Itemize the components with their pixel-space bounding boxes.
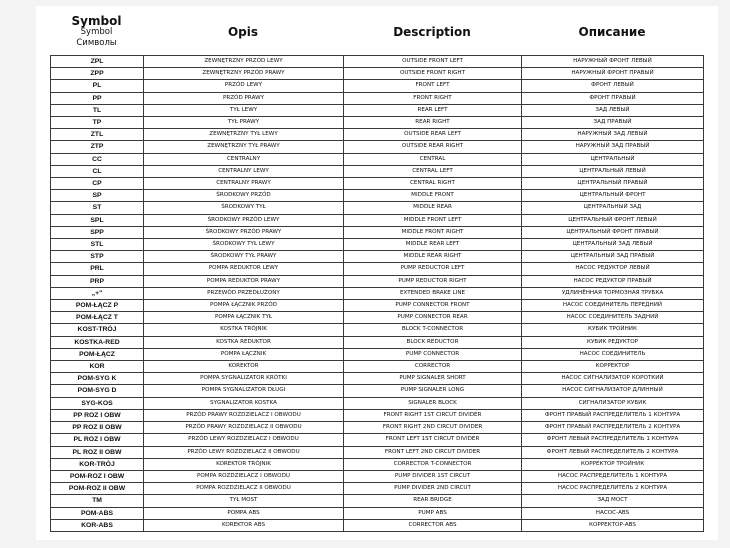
english-description-cell: CORRECTOR ABS — [344, 519, 522, 531]
symbol-cell: ZTL — [51, 129, 144, 141]
table-row — [51, 287, 704, 299]
english-description-cell: BLOCK REDUCTOR — [344, 336, 522, 348]
polish-description-cell: KOREKTOR ABS — [144, 519, 344, 531]
header-russian-description: Описание — [578, 25, 646, 39]
symbol-cell: KOR-ABS — [51, 519, 144, 531]
polish-description-cell: TYŁ LEWY — [144, 104, 344, 116]
table-row — [51, 507, 704, 519]
table-row — [51, 446, 704, 458]
symbol-cell: POM-SYG K — [51, 373, 144, 385]
english-description-cell: OUTSIDE REAR LEFT — [344, 129, 522, 141]
symbol-cell: ST — [51, 202, 144, 214]
polish-description-cell: POMPA REDUKTOR LEWY — [144, 263, 344, 275]
symbol-cell: TL — [51, 104, 144, 116]
symbol-legend-table — [50, 55, 704, 532]
symbol-cell: POM-ROZ II OBW — [51, 483, 144, 495]
table-row — [51, 336, 704, 348]
polish-description-cell: SYGNALIZATOR KOSTKA — [144, 397, 344, 409]
table-row — [51, 422, 704, 434]
table-row — [51, 251, 704, 263]
english-description-cell: PUMP DIVIDER 2ND CIRCUT — [344, 483, 522, 495]
symbol-cell: STL — [51, 239, 144, 251]
russian-description-cell: ЗАД ПРАВЫЙ — [522, 117, 704, 129]
polish-description-cell: ZEWNĘTRZNY PRZÓD PRAWY — [144, 68, 344, 80]
symbol-cell: PL ROZ I OBW — [51, 434, 144, 446]
table-row — [51, 226, 704, 238]
english-description-cell: CORRECTOR — [344, 361, 522, 373]
russian-description-cell: ЗАД МОСТ — [522, 495, 704, 507]
english-description-cell: REAR RIGHT — [344, 117, 522, 129]
symbol-cell: PP ROZ II OBW — [51, 422, 144, 434]
english-description-cell: MIDDLE REAR LEFT — [344, 239, 522, 251]
symbol-cell: KOST-TRÓJ — [51, 324, 144, 336]
russian-description-cell: ФРОНТ ЛЕВЫЙ — [522, 80, 704, 92]
header-symbol-line-2: Symbol — [80, 26, 113, 37]
polish-description-cell: ZEWNĘTRZNY TYŁ LEWY — [144, 129, 344, 141]
symbol-cell: CC — [51, 153, 144, 165]
polish-description-cell: TYŁ PRAWY — [144, 117, 344, 129]
english-description-cell: PUMP REDUCTOR RIGHT — [344, 275, 522, 287]
symbol-cell: POM-ŁĄCZ P — [51, 300, 144, 312]
russian-description-cell: ЦЕНТРАЛЬНЫЙ ЗАД ЛЕВЫЙ — [522, 239, 704, 251]
russian-description-cell: НАСОС СОЕДИНИТЕЛЬ ЗАДНИЙ — [522, 312, 704, 324]
symbol-cell: STP — [51, 251, 144, 263]
symbol-cell: PP ROZ I OBW — [51, 409, 144, 421]
russian-description-cell: НАСОС СОЕДИНИТЕЛЬ ПЕРЕДНИЙ — [522, 300, 704, 312]
symbol-cell: POM-ŁĄCZ T — [51, 312, 144, 324]
table-row — [51, 495, 704, 507]
table-row — [51, 178, 704, 190]
polish-description-cell: PRZÓD PRAWY ROZDZIELACZ II OBWODU — [144, 422, 344, 434]
english-description-cell: PUMP CONNECTOR FRONT — [344, 300, 522, 312]
table-row — [51, 483, 704, 495]
symbol-cell: POM-ABS — [51, 507, 144, 519]
russian-description-cell: НАСОС РАСПРЕДЕЛИТЕЛЬ 2 КОНТУРА — [522, 483, 704, 495]
english-description-cell: CORRECTOR T-CONNECTOR — [344, 458, 522, 470]
russian-description-cell: ЦЕНТРАЛЬНЫЙ ФРОНТ ПРАВЫЙ — [522, 226, 704, 238]
table-row — [51, 129, 704, 141]
table-row — [51, 56, 704, 68]
russian-description-cell: КУБИК РЕДУКТОР — [522, 336, 704, 348]
table-row — [51, 263, 704, 275]
russian-description-cell: НАСОС РЕДУКТОР ЛЕВЫЙ — [522, 263, 704, 275]
english-description-cell: FRONT LEFT — [344, 80, 522, 92]
russian-description-cell: НАСОС СИГНАЛИЗАТОР КОРОТКИЙ — [522, 373, 704, 385]
english-description-cell: MIDDLE FRONT RIGHT — [344, 226, 522, 238]
english-description-cell: CENTRAL — [344, 153, 522, 165]
polish-description-cell: PRZÓD PRAWY ROZDZIELACZ I OBWODU — [144, 409, 344, 421]
russian-description-cell: ФРОНТ ПРАВЫЙ РАСПРЕДЕЛИТЕЛЬ 1 КОНТУРА — [522, 409, 704, 421]
russian-description-cell: КОРРЕКТОР ТРОЙНИК — [522, 458, 704, 470]
polish-description-cell: PRZÓD LEWY ROZDZIELACZ I OBWODU — [144, 434, 344, 446]
russian-description-cell: НАСОС РЕДУКТОР ПРАВЫЙ — [522, 275, 704, 287]
english-description-cell: FRONT RIGHT 2ND CIRCUT DIVIDER — [344, 422, 522, 434]
table-row — [51, 153, 704, 165]
table-row — [51, 409, 704, 421]
polish-description-cell: CENTRALNY PRAWY — [144, 178, 344, 190]
russian-description-cell: НАРУЖНЫЙ ФРОНТ ЛЕВЫЙ — [522, 56, 704, 68]
table-row — [51, 348, 704, 360]
english-description-cell: OUTSIDE FRONT RIGHT — [344, 68, 522, 80]
russian-description-cell: ЦЕНТРАЛЬНЫЙ ЗАД ПРАВЫЙ — [522, 251, 704, 263]
symbol-cell: POM-ŁĄCZ — [51, 348, 144, 360]
english-description-cell: FRONT RIGHT — [344, 92, 522, 104]
russian-description-cell: ЗАД ЛЕВЫЙ — [522, 104, 704, 116]
russian-description-cell: КОРРЕКТОР — [522, 361, 704, 373]
table-row — [51, 519, 704, 531]
russian-description-cell: ЦЕНТРАЛЬНЫЙ ФРОНТ — [522, 190, 704, 202]
russian-description-cell: ФРОНТ ЛЕВЫЙ РАСПРЕДЕЛИТЕЛЬ 1 КОНТУРА — [522, 434, 704, 446]
symbol-cell: ZPP — [51, 68, 144, 80]
russian-description-cell: ЦЕНТРАЛЬНЫЙ ФРОНТ ЛЕВЫЙ — [522, 214, 704, 226]
table-row — [51, 470, 704, 482]
polish-description-cell: ŚRODKOWY TYŁ PRAWY — [144, 251, 344, 263]
table-row — [51, 300, 704, 312]
header-opis: Opis — [227, 25, 259, 39]
english-description-cell: MIDDLE FRONT LEFT — [344, 214, 522, 226]
polish-description-cell: POMPA ŁĄCZNIK — [144, 348, 344, 360]
table-row — [51, 361, 704, 373]
russian-description-cell: КОРРЕКТОР-ABS — [522, 519, 704, 531]
symbol-cell: PRL — [51, 263, 144, 275]
table-row — [51, 68, 704, 80]
symbol-cell: POM-ROZ I OBW — [51, 470, 144, 482]
polish-description-cell: POMPA REDUKTOR PRAWY — [144, 275, 344, 287]
polish-description-cell: CENTRALNY — [144, 153, 344, 165]
english-description-cell: FRONT LEFT 2ND CIRCUT DIVIDER — [344, 446, 522, 458]
symbol-cell: KOR-TRÓJ — [51, 458, 144, 470]
polish-description-cell: KOREKTOR TRÓJNIK — [144, 458, 344, 470]
russian-description-cell: НАСОС СИГНАЛИЗАТОР ДЛИННЫЙ — [522, 385, 704, 397]
symbol-cell: POM-SYG D — [51, 385, 144, 397]
russian-description-cell: НАСОС СОЕДИНИТЕЛЬ — [522, 348, 704, 360]
russian-description-cell: СИГНАЛИЗАТОР КУБИК — [522, 397, 704, 409]
polish-description-cell: CENTRALNY LEWY — [144, 165, 344, 177]
table-row — [51, 434, 704, 446]
english-description-cell: EXTENDED BRAKE LINE — [344, 287, 522, 299]
symbol-cell: PP — [51, 92, 144, 104]
symbol-cell: SYG-KOS — [51, 397, 144, 409]
english-description-cell: CENTRAL LEFT — [344, 165, 522, 177]
russian-description-cell: НАСОС РАСПРЕДЕЛИТЕЛЬ 1 КОНТУРА — [522, 470, 704, 482]
english-description-cell: FRONT LEFT 1ST CIRCUT DIVIDER — [344, 434, 522, 446]
table-row — [51, 385, 704, 397]
symbol-cell: SPL — [51, 214, 144, 226]
russian-description-cell: ЦЕНТРАЛЬНЫЙ ПРАВЫЙ — [522, 178, 704, 190]
polish-description-cell: POMPA ABS — [144, 507, 344, 519]
russian-description-cell: НАРУЖНЫЙ ФРОНТ ПРАВЫЙ — [522, 68, 704, 80]
symbol-cell: CP — [51, 178, 144, 190]
symbol-cell: TP — [51, 117, 144, 129]
symbol-cell: KOR — [51, 361, 144, 373]
russian-description-cell: УДЛИНЁННАЯ ТОРМОЗНАЯ ТРУБКА — [522, 287, 704, 299]
header-symbol-line-1: Symbol — [71, 13, 122, 28]
russian-description-cell: ЦЕНТРАЛЬНЫЙ — [522, 153, 704, 165]
symbol-cell: „+" — [51, 287, 144, 299]
symbol-cell: KOSTKA-RED — [51, 336, 144, 348]
polish-description-cell: TYŁ MOST — [144, 495, 344, 507]
symbol-cell: SPP — [51, 226, 144, 238]
russian-description-cell: КУБИК ТРОЙНИК — [522, 324, 704, 336]
symbol-cell: PL — [51, 80, 144, 92]
symbol-cell: PRP — [51, 275, 144, 287]
table-row — [51, 190, 704, 202]
polish-description-cell: ZEWNĘTRZNY PRZÓD LEWY — [144, 56, 344, 68]
english-description-cell: PUMP CONNECTOR REAR — [344, 312, 522, 324]
polish-description-cell: KOSTKA TRÓJNIK — [144, 324, 344, 336]
english-description-cell: MIDDLE FRONT — [344, 190, 522, 202]
english-description-cell: PUMP SIGNALER SHORT — [344, 373, 522, 385]
table-row — [51, 117, 704, 129]
russian-description-cell: ЦЕНТРАЛЬНЫЙ ЛЕВЫЙ — [522, 165, 704, 177]
russian-description-cell: НАРУЖНЫЙ ЗАД ПРАВЫЙ — [522, 141, 704, 153]
table-row — [51, 104, 704, 116]
table-row — [51, 397, 704, 409]
english-description-cell: PUMP CONNECTOR — [344, 348, 522, 360]
table-row — [51, 312, 704, 324]
table-row — [51, 141, 704, 153]
russian-description-cell: НАСОС-ABS — [522, 507, 704, 519]
russian-description-cell: ЦЕНТРАЛЬНЫЙ ЗАД — [522, 202, 704, 214]
table-row — [51, 458, 704, 470]
symbol-cell: ZTP — [51, 141, 144, 153]
english-description-cell: BLOCK T-CONNECTOR — [344, 324, 522, 336]
polish-description-cell: ŚRODKOWY TYŁ — [144, 202, 344, 214]
polish-description-cell: KOREKTOR — [144, 361, 344, 373]
polish-description-cell: POMPA ŁĄCZNIK TYŁ — [144, 312, 344, 324]
english-description-cell: REAR LEFT — [344, 104, 522, 116]
symbol-cell: CL — [51, 165, 144, 177]
table-row — [51, 92, 704, 104]
table-header — [50, 12, 703, 52]
english-description-cell: FRONT RIGHT 1ST CIRCUT DIVIDER — [344, 409, 522, 421]
table-row — [51, 373, 704, 385]
russian-description-cell: ФРОНТ ЛЕВЫЙ РАСПРЕДЕЛИТЕЛЬ 2 КОНТУРА — [522, 446, 704, 458]
polish-description-cell: PRZÓD PRAWY — [144, 92, 344, 104]
english-description-cell: OUTSIDE REAR RIGHT — [344, 141, 522, 153]
symbol-cell: SP — [51, 190, 144, 202]
polish-description-cell: PRZÓD LEWY ROZDZIELACZ II OBWODU — [144, 446, 344, 458]
table-row — [51, 165, 704, 177]
polish-description-cell: ZEWNĘTRZNY TYŁ PRAWY — [144, 141, 344, 153]
header-symbol-line-3: Символы — [76, 37, 117, 48]
polish-description-cell: POMPA ROZDZIELACZ I OBWODU — [144, 470, 344, 482]
polish-description-cell: POMPA ROZDZIELACZ II OBWODU — [144, 483, 344, 495]
legend-table-body — [51, 56, 704, 532]
english-description-cell: MIDDLE REAR RIGHT — [344, 251, 522, 263]
english-description-cell: SIGNALER BLOCK — [344, 397, 522, 409]
polish-description-cell: ŚRODKOWY TYŁ LEWY — [144, 239, 344, 251]
english-description-cell: PUMP DIVIDER 1ST CIRCUT — [344, 470, 522, 482]
english-description-cell: PUMP ABS — [344, 507, 522, 519]
header-symbol — [50, 12, 143, 52]
polish-description-cell: POMPA ŁĄCZNIK PRZÓD — [144, 300, 344, 312]
table-row — [51, 239, 704, 251]
table-row — [51, 202, 704, 214]
table-row — [51, 80, 704, 92]
russian-description-cell: ФРОНТ ПРАВЫЙ РАСПРЕДЕЛИТЕЛЬ 2 КОНТУРА — [522, 422, 704, 434]
polish-description-cell: PRZÓD LEWY — [144, 80, 344, 92]
table-row — [51, 214, 704, 226]
symbol-cell: ZPL — [51, 56, 144, 68]
polish-description-cell: ŚRODKOWY PRZÓD LEWY — [144, 214, 344, 226]
polish-description-cell: ŚRODKOWY PRZÓD PRAWY — [144, 226, 344, 238]
header-description: Description — [393, 25, 471, 39]
english-description-cell: REAR BRIDGE — [344, 495, 522, 507]
symbol-cell: TM — [51, 495, 144, 507]
polish-description-cell: POMPA SYGNALIZATOR DŁUGI — [144, 385, 344, 397]
russian-description-cell: ФРОНТ ПРАВЫЙ — [522, 92, 704, 104]
polish-description-cell: PRZEWÓD PRZEDŁUŻONY — [144, 287, 344, 299]
symbol-cell: PL ROZ II OBW — [51, 446, 144, 458]
polish-description-cell: ŚRODKOWY PRZÓD — [144, 190, 344, 202]
russian-description-cell: НАРУЖНЫЙ ЗАД ЛЕВЫЙ — [522, 129, 704, 141]
english-description-cell: PUMP REDUCTOR LEFT — [344, 263, 522, 275]
table-row — [51, 324, 704, 336]
english-description-cell: OUTSIDE FRONT LEFT — [344, 56, 522, 68]
english-description-cell: PUMP SIGNALER LONG — [344, 385, 522, 397]
polish-description-cell: POMPA SYGNALIZATOR KRÓTKI — [144, 373, 344, 385]
polish-description-cell: KOSTKA REDUKTOR — [144, 336, 344, 348]
english-description-cell: MIDDLE REAR — [344, 202, 522, 214]
table-row — [51, 275, 704, 287]
english-description-cell: CENTRAL RIGHT — [344, 178, 522, 190]
